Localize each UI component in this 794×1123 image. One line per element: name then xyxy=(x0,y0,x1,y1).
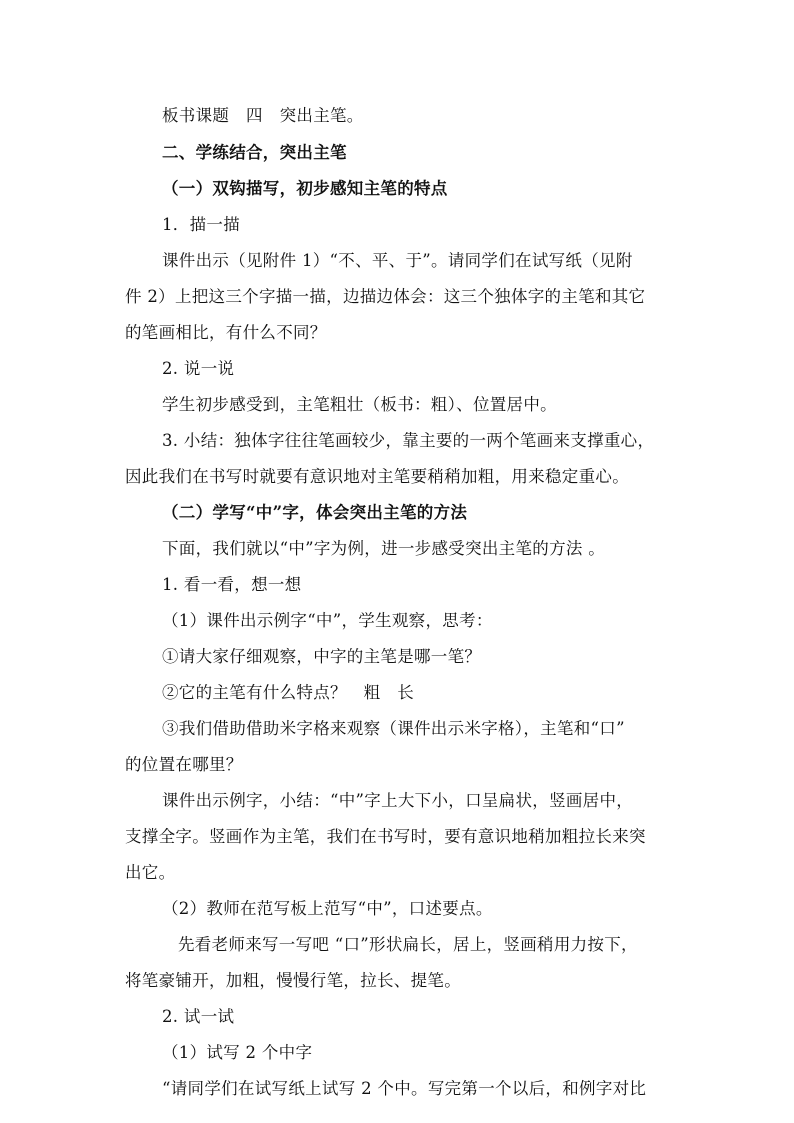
paragraph-line: 将笔豪铺开，加粗，慢慢行笔，拉长、提笔。 xyxy=(125,971,461,990)
paragraph-line: （1）试写 2 个中字 xyxy=(162,1043,313,1062)
paragraph-line: 支撑全字。竖画作为主笔，我们在书写时，要有意识地稍加粗拉长来突 xyxy=(125,827,646,846)
step-trace: 1．描一描 xyxy=(162,215,240,234)
paragraph-line: 课件出示（见附件 1）“不、平、于”。请同学们在试写纸（见附 xyxy=(162,251,633,270)
paragraph-line: （1）课件出示例字“中”，学生观察，思考： xyxy=(162,611,493,630)
summary-line: 3. 小结：独体字往往笔画较少，靠主要的一两个笔画来支撑重心， xyxy=(162,431,655,450)
paragraph-line: “请同学们在试写纸上试写 2 个中。写完第一个以后，和例字对比 xyxy=(162,1079,647,1098)
paragraph-line: 学生初步感受到，主笔粗壮（板书：粗）、位置居中。 xyxy=(162,395,557,414)
paragraph-line: 的位置在哪里？ xyxy=(125,755,243,774)
paragraph-line: 先看老师来写一写吧 “口”形状扁长，居上，竖画稍用力按下， xyxy=(178,935,638,954)
section-heading-2: 二、学练结合，突出主笔 xyxy=(162,143,347,162)
board-title-line: 板书课题 四 突出主笔。 xyxy=(162,106,364,125)
paragraph-line: 课件出示例字，小结：“中”字上大下小，口呈扁状，竖画居中， xyxy=(162,791,634,810)
paragraph-line: 出它。 xyxy=(125,863,176,882)
step-try: 2. 试一试 xyxy=(162,1007,235,1026)
paragraph-line: 件 2）上把这三个字描一描，边描边体会：这三个独体字的主笔和其它 xyxy=(125,287,646,306)
question-2: ②它的主笔有什么特点？ 粗 长 xyxy=(162,683,414,702)
question-3: ③我们借助借助米字格来观察（课件出示米字格），主笔和“口” xyxy=(162,719,625,738)
paragraph-line: （2）教师在范写板上范写“中”，口述要点。 xyxy=(162,899,493,918)
paragraph-line: 下面，我们就以“中”字为例，进一步感受突出主笔的方法 。 xyxy=(162,539,606,558)
paragraph-line: 因此我们在书写时就要有意识地对主笔要稍稍加粗，用来稳定重心。 xyxy=(125,467,629,486)
subheading-1: （一）双钩描写，初步感知主笔的特点 xyxy=(162,179,448,198)
step-say: 2. 说一说 xyxy=(162,359,235,378)
paragraph-line: 的笔画相比，有什么不同？ xyxy=(125,323,327,342)
step-look-think: 1. 看一看，想一想 xyxy=(162,575,302,594)
subheading-2: （二）学写“中”字，体会突出主笔的方法 xyxy=(162,503,468,522)
question-1: ①请大家仔细观察，中字的主笔是哪一笔？ xyxy=(162,647,482,666)
